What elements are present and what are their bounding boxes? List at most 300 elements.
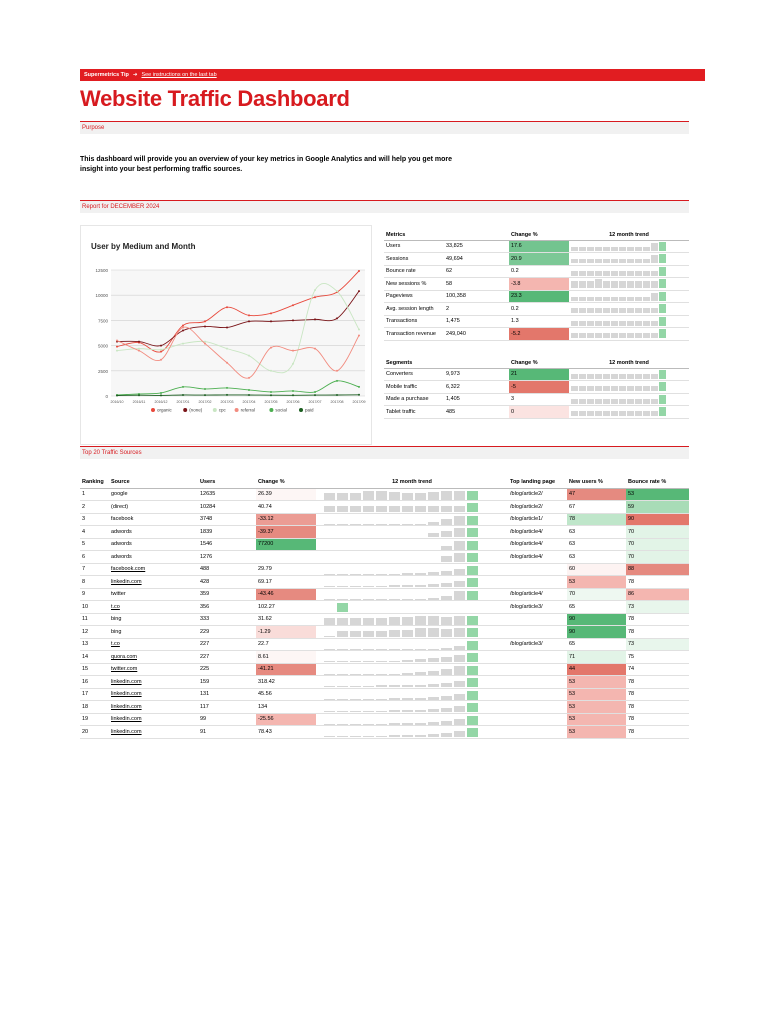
spark-bar: [454, 569, 465, 575]
spark-bar: [643, 259, 650, 263]
change-cell: -1.29: [256, 626, 316, 639]
trend-cell: [316, 513, 508, 526]
spark-bar: [415, 524, 426, 525]
metrics-value: 100,358: [444, 290, 509, 303]
spark-bar: [635, 386, 642, 391]
rank-cell: 14: [80, 651, 109, 664]
source-cell[interactable]: [109, 563, 198, 576]
spark-bar: [454, 553, 465, 562]
table-row: [80, 488, 689, 501]
spark-bar: [635, 374, 642, 379]
spark-bar: [627, 386, 634, 391]
spark-bar: [579, 247, 586, 251]
data-point: [358, 328, 360, 330]
x-tick-label: 2016/12: [154, 400, 168, 404]
spark-bar: [441, 556, 452, 562]
spark-bar: [659, 292, 666, 301]
landing-cell: [508, 613, 567, 626]
segments-name: Made a purchase: [384, 393, 444, 406]
spark-bar: [454, 491, 465, 500]
metrics-change: 0.2: [509, 265, 569, 278]
spark-bar: [376, 574, 387, 575]
spark-bar: [467, 516, 478, 525]
spark-bar: [350, 724, 361, 725]
spark-bar: [454, 731, 465, 737]
sparkline: [318, 639, 506, 650]
trend-cell: [316, 626, 508, 639]
x-tick-label: 2016/11: [132, 400, 146, 404]
plot-area: [111, 270, 365, 396]
new-users-cell: 78: [567, 513, 626, 526]
source-link: bing: [111, 616, 122, 623]
segments-trend: [569, 381, 689, 394]
rank-cell: 6: [80, 551, 109, 564]
table-row: [80, 676, 689, 689]
spark-bar: [603, 321, 610, 326]
spark-bar: [627, 271, 634, 276]
trend-cell: [316, 501, 508, 514]
new-users-cell: 53: [567, 576, 626, 589]
source-cell[interactable]: [109, 713, 198, 726]
segments-table: [384, 358, 689, 419]
source-cell[interactable]: [109, 676, 198, 689]
source-link: adwords: [111, 553, 132, 560]
spark-bar: [643, 386, 650, 391]
spark-bar: [376, 699, 387, 700]
data-point: [182, 343, 184, 345]
spark-bar: [651, 255, 658, 263]
spark-bar: [402, 649, 413, 650]
spark-bar: [363, 674, 374, 675]
spark-bar: [428, 561, 439, 562]
source-cell[interactable]: [109, 726, 198, 739]
legend-swatch: [269, 408, 273, 412]
spark-bar: [402, 585, 413, 587]
spark-bar: [595, 411, 602, 416]
data-point: [292, 394, 294, 396]
data-point: [204, 343, 206, 345]
spark-bar: [595, 279, 602, 288]
spark-bar: [643, 281, 650, 288]
source-link: adwords: [111, 541, 132, 548]
spark-bar: [389, 698, 400, 700]
sparkline: [318, 489, 506, 500]
trend-cell: [316, 601, 508, 614]
source-link[interactable]: facebook.com: [111, 566, 146, 573]
spark-bar: [402, 710, 413, 712]
metrics-row: [384, 253, 689, 266]
new-users-cell: 53: [567, 701, 626, 714]
spark-bar: [651, 281, 658, 288]
spark-bar: [611, 333, 618, 338]
data-point: [358, 394, 360, 396]
spark-bar: [363, 536, 374, 537]
spark-bar: [627, 247, 634, 251]
data-point: [292, 319, 294, 321]
spark-bar: [428, 684, 439, 687]
landing-cell: /blog/article2/: [508, 501, 567, 514]
new-users-cell: 47: [567, 488, 626, 501]
source-cell[interactable]: [109, 663, 198, 676]
change-cell: 78.43: [256, 726, 316, 739]
spark-bar: [324, 724, 335, 725]
source-link[interactable]: linkedin.com: [111, 578, 142, 585]
spark-bar: [635, 271, 642, 276]
y-tick-label: 5000: [97, 343, 108, 349]
metrics-name: Avg. session length: [384, 303, 444, 316]
landing-cell: [508, 688, 567, 701]
data-point: [204, 325, 206, 327]
spark-bar: [611, 271, 618, 276]
spark-bar: [337, 618, 348, 625]
spark-bar: [454, 516, 465, 525]
data-point: [336, 290, 338, 292]
data-point: [138, 350, 140, 352]
source-link[interactable]: t.co: [111, 641, 120, 648]
data-point: [160, 392, 162, 394]
spark-bar: [611, 297, 618, 301]
spark-bar: [363, 618, 374, 625]
top20-section-header: Top 20 Traffic Sources: [80, 446, 689, 459]
spark-bar: [651, 243, 658, 251]
spark-bar: [619, 411, 626, 416]
spark-bar: [603, 247, 610, 251]
spark-bar: [402, 723, 413, 725]
metrics-row: [384, 303, 689, 316]
chart-title: User by Medium and Month: [91, 242, 196, 251]
source-cell[interactable]: [109, 701, 198, 714]
line-chart: [81, 226, 373, 446]
data-point: [116, 346, 118, 348]
spark-bar: [428, 649, 439, 650]
spark-bar: [324, 524, 335, 525]
spark-bar: [402, 561, 413, 562]
metrics-value: 2: [444, 303, 509, 316]
sparkline: [318, 589, 506, 600]
spark-bar: [595, 321, 602, 326]
data-point: [160, 394, 162, 396]
spark-bar: [571, 321, 578, 326]
spark-bar: [651, 321, 658, 326]
spark-bar: [579, 281, 586, 288]
spark-bar: [651, 374, 658, 379]
spark-bar: [389, 649, 400, 650]
metrics-row: [384, 290, 689, 303]
metrics-trend: [569, 290, 689, 303]
spark-bar: [350, 661, 361, 662]
spark-bar: [376, 618, 387, 625]
change-header: Change %: [256, 476, 316, 488]
users-cell: 1546: [198, 538, 256, 551]
spark-bar: [611, 308, 618, 313]
change-cell: 26.39: [256, 488, 316, 501]
trend-cell: [316, 526, 508, 539]
spark-bar: [350, 711, 361, 712]
spark-bar: [635, 259, 642, 263]
data-point: [314, 289, 316, 291]
new-users-cell: 70: [567, 588, 626, 601]
spark-bar: [454, 581, 465, 587]
spark-bar: [337, 699, 348, 700]
segments-name: Mobile traffic: [384, 381, 444, 394]
segments-change: 0: [509, 406, 569, 419]
change-cell: -39.37: [256, 526, 316, 539]
source-cell[interactable]: [109, 688, 198, 701]
spark-bar: [467, 611, 478, 612]
source-link: google: [111, 491, 128, 498]
source-cell[interactable]: [109, 601, 198, 614]
spark-bar: [376, 685, 387, 687]
metrics-name: Bounce rate: [384, 265, 444, 278]
spark-bar: [454, 666, 465, 675]
landing-cell: /blog/article4/: [508, 588, 567, 601]
legend-label: paid: [305, 407, 314, 413]
data-point: [160, 351, 162, 353]
dashboard-description: This dashboard will provide you an overview of your key metrics in Google Analytics and will help you get more insight into your best performing traffic sources.: [80, 156, 452, 173]
metrics-table: [384, 230, 689, 341]
spark-bar: [350, 524, 361, 525]
rank-cell: 1: [80, 488, 109, 501]
ranking-header: Ranking: [80, 476, 109, 488]
source-cell[interactable]: [109, 576, 198, 589]
users-cell: 356: [198, 601, 256, 614]
spark-bar: [402, 617, 413, 625]
sparkline: [318, 626, 506, 637]
new-users-cell: 90: [567, 613, 626, 626]
spark-bar: [643, 399, 650, 404]
source-cell: [109, 501, 198, 514]
x-tick-label: 2017/09: [352, 400, 366, 404]
new-users-cell: 53: [567, 676, 626, 689]
spark-bar: [376, 506, 387, 512]
metrics-value: 49,694: [444, 253, 509, 266]
source-link[interactable]: linkedin.com: [111, 678, 142, 685]
spark-bar: [441, 596, 452, 600]
data-point: [182, 386, 184, 388]
spark-bar: [467, 716, 478, 725]
users-by-medium-chart: [80, 225, 372, 445]
source-link[interactable]: linkedin.com: [111, 703, 142, 710]
sparkline: [571, 382, 687, 391]
source-cell[interactable]: [109, 651, 198, 664]
spark-bar: [643, 333, 650, 338]
spark-bar: [635, 247, 642, 251]
data-point: [314, 348, 316, 350]
spark-bar: [603, 411, 610, 416]
instructions-link[interactable]: See instructions on the last tab: [141, 72, 217, 78]
spark-bar: [619, 308, 626, 313]
spark-bar: [587, 271, 594, 276]
spark-bar: [415, 698, 426, 700]
trend-cell: [316, 676, 508, 689]
change-cell: 318.42: [256, 676, 316, 689]
trend-header: 12 month trend: [316, 476, 508, 488]
spark-bar: [603, 399, 610, 404]
spark-bar: [350, 536, 361, 537]
data-point: [314, 318, 316, 320]
users-cell: 488: [198, 563, 256, 576]
spark-bar: [389, 611, 400, 612]
bounce-cell: 78: [626, 688, 689, 701]
segments-change: -5: [509, 381, 569, 394]
users-cell: 159: [198, 676, 256, 689]
rank-cell: 17: [80, 688, 109, 701]
bounce-header: Bounce rate %: [626, 476, 689, 488]
y-tick-label: 10000: [95, 293, 108, 299]
spark-bar: [389, 735, 400, 737]
spark-bar: [603, 271, 610, 276]
table-row: [80, 663, 689, 676]
spark-bar: [376, 736, 387, 737]
spark-bar: [659, 254, 666, 263]
landing-cell: [508, 651, 567, 664]
bounce-cell: 78: [626, 713, 689, 726]
spark-bar: [337, 724, 348, 725]
spark-bar: [467, 666, 478, 675]
source-cell: [109, 626, 198, 639]
spark-bar: [402, 611, 413, 612]
rank-cell: 16: [80, 676, 109, 689]
data-point: [160, 359, 162, 361]
spark-bar: [467, 491, 478, 500]
data-point: [116, 340, 118, 342]
segments-row: [384, 393, 689, 406]
source-cell: [109, 588, 198, 601]
trend-cell: [316, 563, 508, 576]
spark-bar: [627, 333, 634, 338]
source-link[interactable]: linkedin.com: [111, 728, 142, 735]
segments-row: [384, 368, 689, 381]
metrics-row: [384, 240, 689, 253]
spark-bar: [376, 631, 387, 637]
spark-bar: [659, 370, 666, 379]
spark-bar: [389, 630, 400, 637]
spark-bar: [651, 386, 658, 391]
table-row: [80, 551, 689, 564]
spark-bar: [441, 519, 452, 525]
source-link[interactable]: quora.com: [111, 653, 137, 660]
trend-cell: [316, 638, 508, 651]
source-cell[interactable]: [109, 638, 198, 651]
spark-bar: [611, 399, 618, 404]
spark-bar: [454, 694, 465, 700]
landing-cell: [508, 701, 567, 714]
source-link[interactable]: t.co: [111, 603, 120, 610]
new-users-cell: 65: [567, 601, 626, 614]
spark-bar: [603, 333, 610, 338]
spark-bar: [441, 546, 452, 550]
spark-bar: [571, 333, 578, 338]
spark-bar: [635, 297, 642, 301]
spark-bar: [571, 308, 578, 313]
spark-bar: [415, 616, 426, 625]
spark-bar: [659, 279, 666, 288]
data-point: [314, 394, 316, 396]
new-users-cell: 90: [567, 626, 626, 639]
landing-cell: [508, 726, 567, 739]
spark-bar: [337, 561, 348, 562]
spark-bar: [428, 584, 439, 587]
spark-bar: [619, 386, 626, 391]
spark-bar: [643, 321, 650, 326]
data-point: [270, 347, 272, 349]
spark-bar: [635, 308, 642, 313]
new-users-cell: 53: [567, 726, 626, 739]
users-header: Users: [198, 476, 256, 488]
change-cell: 22.7: [256, 638, 316, 651]
spark-bar: [571, 386, 578, 391]
spark-bar: [603, 297, 610, 301]
spark-bar: [402, 506, 413, 512]
spark-bar: [415, 536, 426, 537]
spark-bar: [324, 711, 335, 712]
spark-bar: [350, 674, 361, 675]
spark-bar: [415, 585, 426, 587]
spark-bar: [363, 586, 374, 587]
rank-cell: 18: [80, 701, 109, 714]
spark-bar: [643, 247, 650, 251]
metrics-trend-header: 12 month trend: [569, 230, 689, 240]
spark-bar: [363, 724, 374, 725]
spark-bar: [337, 506, 348, 512]
spark-bar: [619, 259, 626, 263]
spark-bar: [337, 493, 348, 500]
source-link[interactable]: linkedin.com: [111, 691, 142, 698]
segments-value: 1,405: [444, 393, 509, 406]
spark-bar: [595, 259, 602, 263]
new-users-header: New users %: [567, 476, 626, 488]
source-link[interactable]: linkedin.com: [111, 716, 142, 723]
spark-bar: [627, 321, 634, 326]
y-tick-label: 2500: [97, 368, 108, 374]
spark-bar: [376, 711, 387, 712]
data-point: [160, 345, 162, 347]
spark-bar: [389, 599, 400, 600]
spark-bar: [635, 333, 642, 338]
change-cell: 77200: [256, 538, 316, 551]
spark-bar: [619, 399, 626, 404]
spark-bar: [467, 503, 478, 512]
source-link[interactable]: twitter.com: [111, 666, 138, 673]
rank-cell: 15: [80, 663, 109, 676]
spark-bar: [571, 411, 578, 416]
spark-bar: [428, 734, 439, 737]
trend-cell: [316, 551, 508, 564]
data-point: [182, 394, 184, 396]
data-point: [292, 363, 294, 365]
spark-bar: [337, 524, 348, 525]
bounce-cell: 74: [626, 663, 689, 676]
sparkline: [318, 514, 506, 525]
spark-bar: [454, 646, 465, 650]
spark-bar: [467, 528, 478, 537]
spark-bar: [363, 661, 374, 662]
rank-cell: 13: [80, 638, 109, 651]
spark-bar: [595, 399, 602, 404]
spark-bar: [659, 242, 666, 251]
spark-bar: [611, 374, 618, 379]
data-point: [248, 314, 250, 316]
rank-cell: 5: [80, 538, 109, 551]
spark-bar: [415, 672, 426, 675]
spark-bar: [350, 574, 361, 575]
spark-bar: [579, 271, 586, 276]
page-title: Website Traffic Dashboard: [80, 86, 350, 111]
bounce-cell: 59: [626, 501, 689, 514]
data-point: [226, 326, 228, 328]
data-point: [358, 270, 360, 272]
x-tick-label: 2017/06: [286, 400, 300, 404]
